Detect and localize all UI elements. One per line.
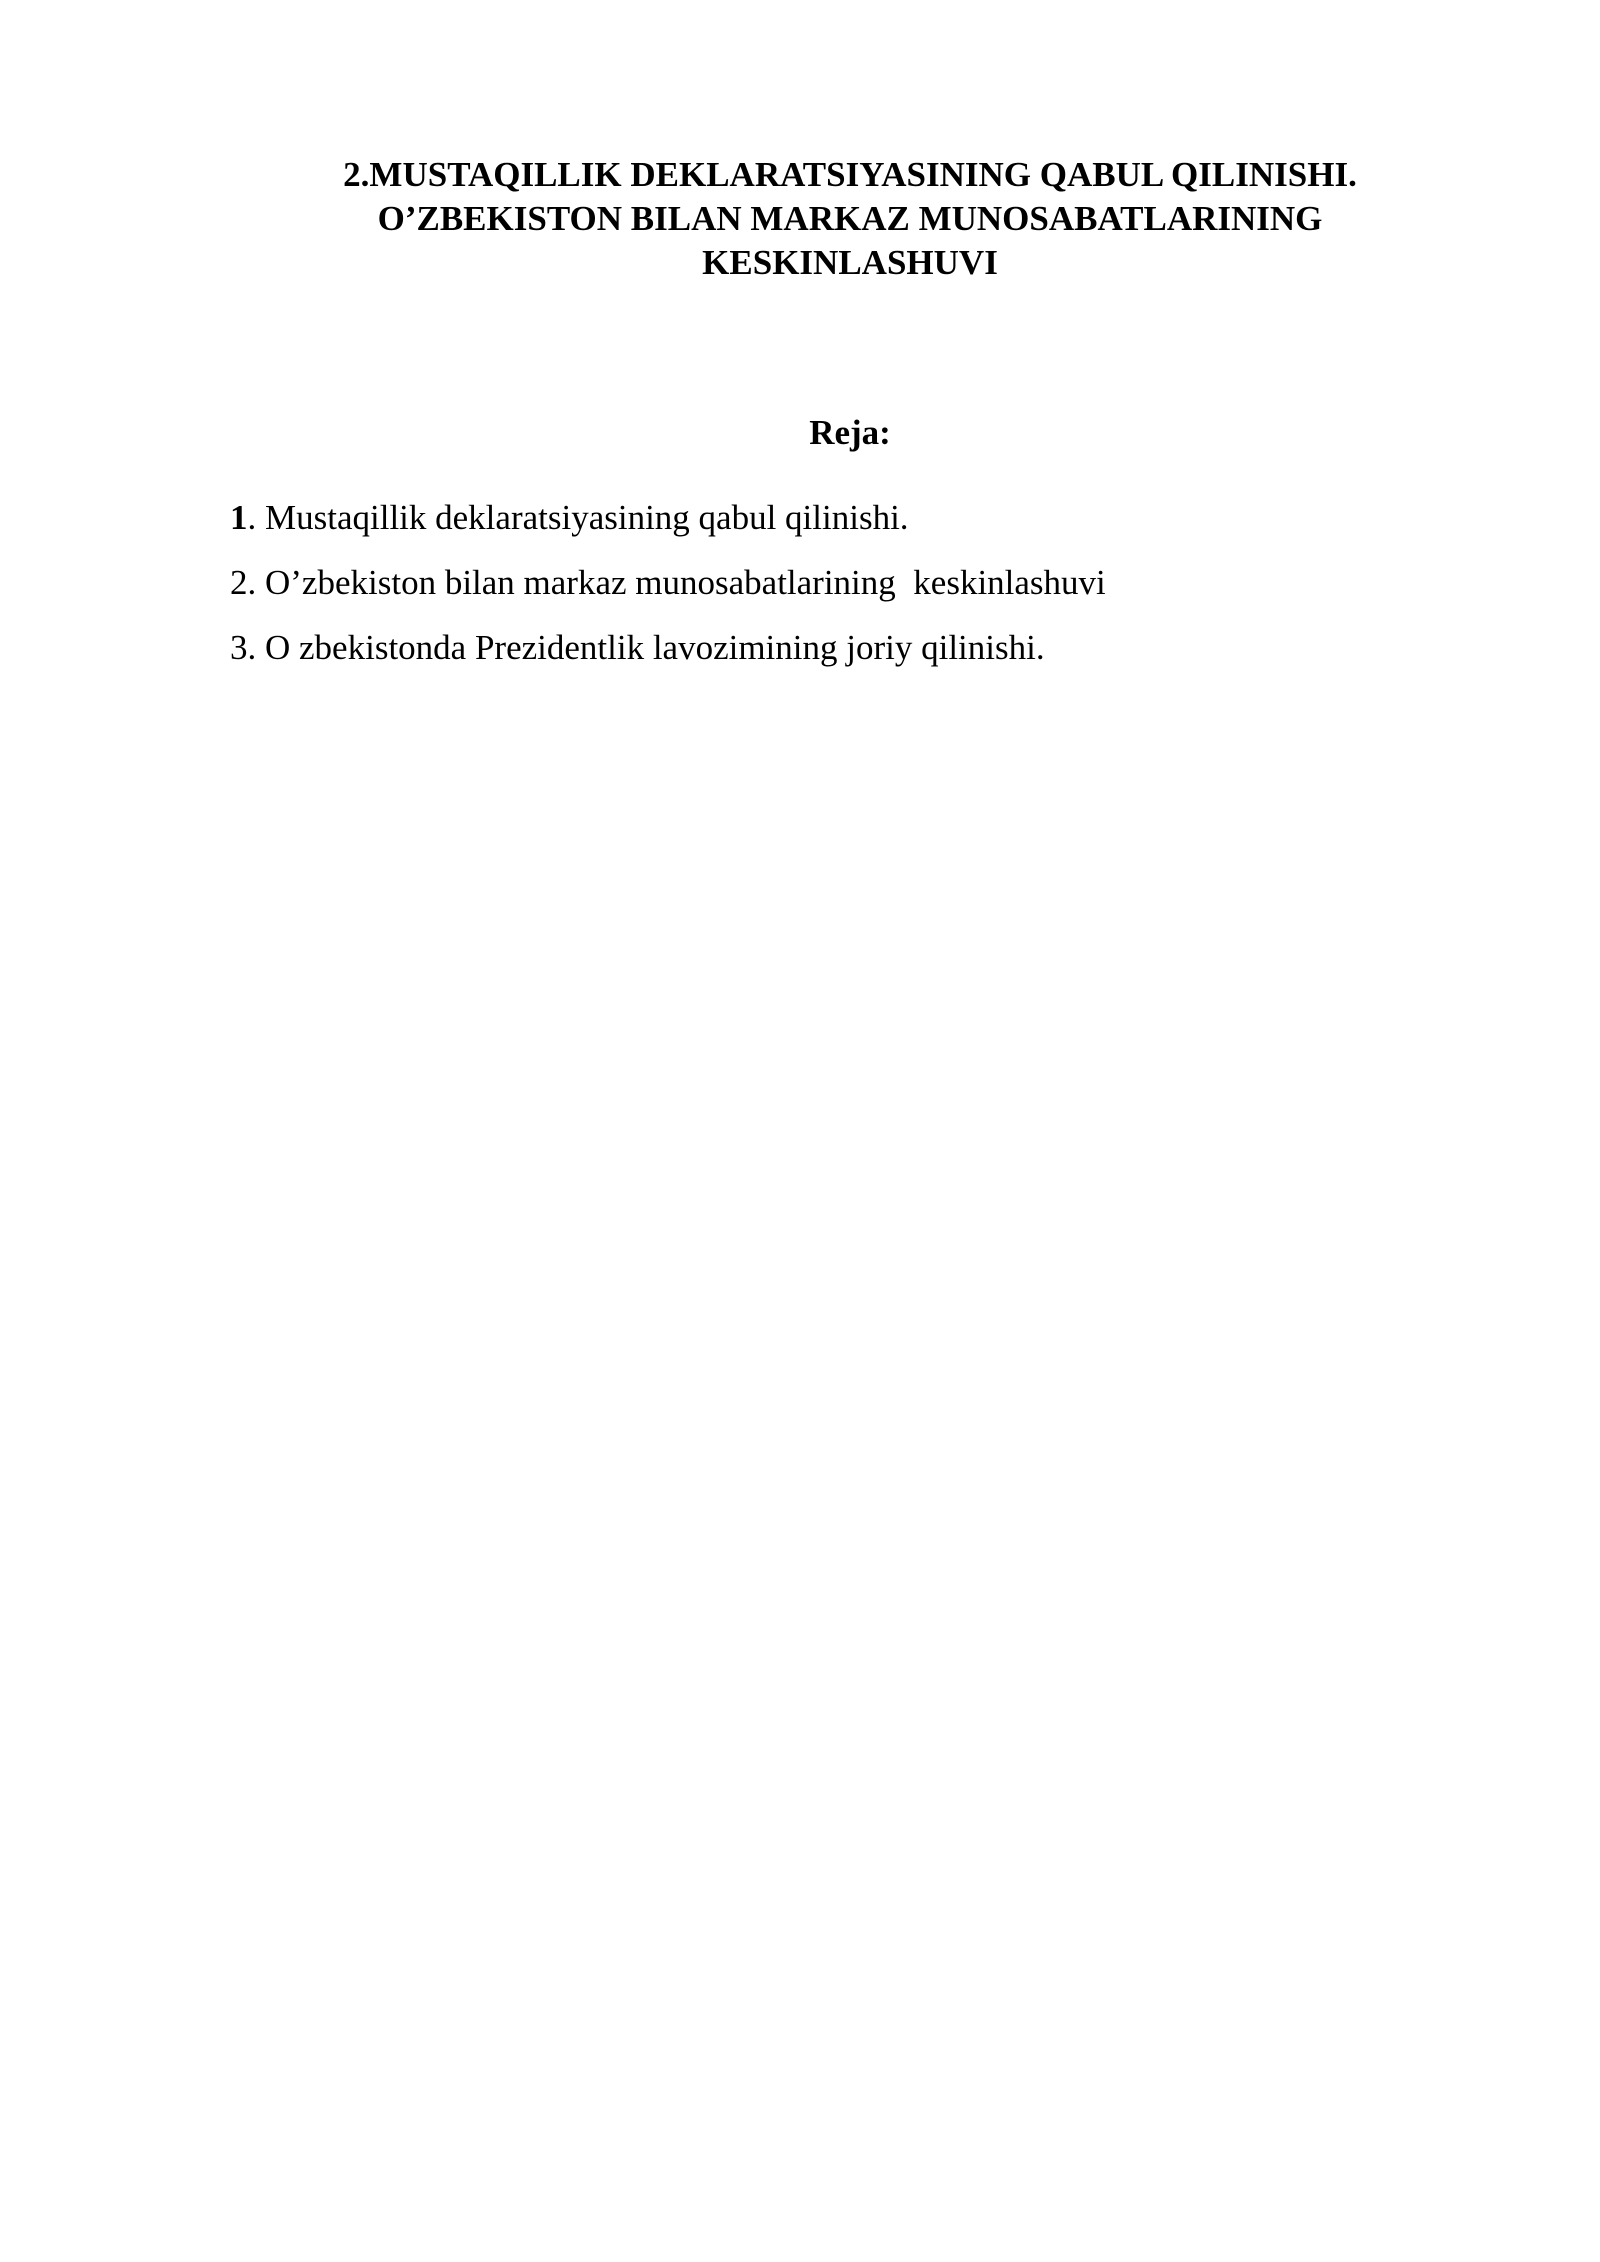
title-line: 2.MUSTAQILLIK DEKLARATSIYASINING QABUL QILINISHI. — [343, 155, 1357, 194]
list-item-text: . Mustaqillik deklaratsiyasining qabul qilinishi. — [247, 498, 909, 537]
list-item-number: 1 — [230, 498, 248, 537]
document-title — [230, 153, 1470, 285]
title-line: KESKINLASHUVI — [702, 243, 998, 282]
list-item-number: 3 — [230, 628, 248, 667]
plan-heading: Reja: — [809, 413, 891, 452]
list-item — [230, 626, 1106, 670]
plan-list — [230, 496, 1106, 691]
list-item — [230, 496, 1106, 540]
list-item-text: . O zbekistonda Prezidentlik lavozimining joriy qilinishi. — [247, 628, 1045, 667]
title-line: O’ZBEKISTON BILAN MARKAZ MUNOSABATLARINING — [377, 199, 1323, 238]
list-item-text: . O’zbekiston bilan markaz munosabatlarining keskinlashuvi — [247, 563, 1106, 602]
list-item-number: 2 — [230, 563, 248, 602]
list-item — [230, 561, 1106, 605]
